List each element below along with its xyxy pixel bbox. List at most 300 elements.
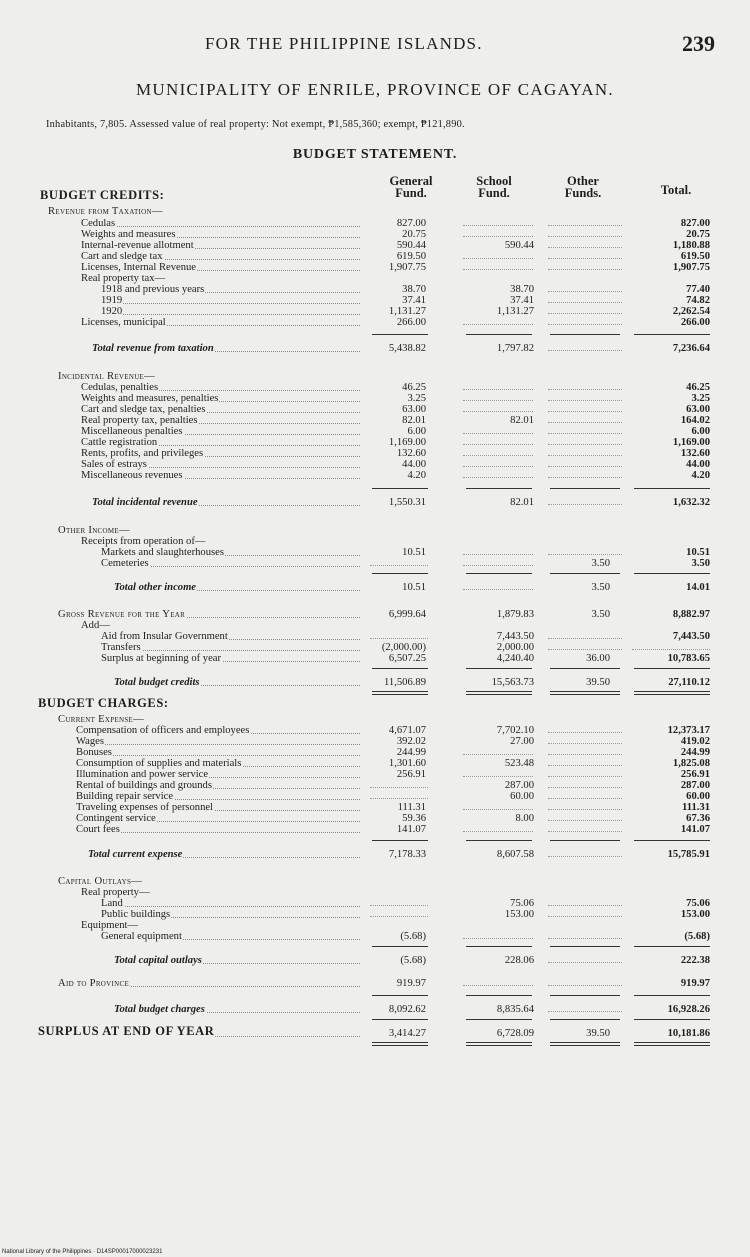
empty-cell-dots [463,776,533,777]
cell-total: 1,825.08 [672,758,710,769]
table-row [0,780,750,791]
table-row [0,642,750,653]
table-row [0,696,750,711]
table-row [0,824,750,835]
cell-school-fund: 60.00 [510,791,534,802]
table-row [0,931,750,942]
row-label: Cedulas [81,218,116,229]
cell-general-fund: 827.00 [396,218,426,229]
cell-total: 1,632.32 [672,497,710,508]
empty-cell-dots [370,905,428,906]
table-row [0,582,750,593]
cell-general-fund: 5,438.82 [388,343,426,354]
cell-total: 10.51 [686,547,710,558]
table-row [0,415,750,426]
cell-total: 4.20 [691,470,710,481]
cell-total: 153.00 [680,909,710,920]
cell-general-fund: 141.07 [396,824,426,835]
empty-cell-dots [548,776,622,777]
cell-general-fund: 1,169.00 [388,437,426,448]
cell-school-fund: 4,240.40 [496,653,534,664]
table-row [0,609,750,620]
cell-general-fund: 1,907.75 [388,262,426,273]
empty-cell-dots [370,638,428,639]
table-row [0,920,750,931]
cell-general-fund: 3.25 [407,393,426,404]
row-label: Public buildings [101,909,171,920]
table-row [0,426,750,437]
empty-cell-dots [548,856,622,857]
cell-general-fund: 59.36 [402,813,426,824]
cell-school-fund: 523.48 [504,758,534,769]
row-label: Miscellaneous revenues [81,470,183,481]
dot-leader [80,755,360,756]
table-row [0,448,750,459]
cell-total: 10,181.86 [667,1028,710,1039]
table-row [0,620,750,631]
row-label: Cattle registration [81,437,158,448]
empty-cell-dots [548,400,622,401]
cell-total: 1,907.75 [672,262,710,273]
row-label: Revenue from Taxation— [48,206,163,217]
cell-general-fund: 3,414.27 [388,1028,426,1039]
cell-total: 60.00 [686,791,710,802]
cell-general-fund: 10.51 [402,582,426,593]
table-row [0,849,750,860]
cell-general-fund: 11,506.89 [384,677,426,688]
cell-total: 244.99 [680,747,710,758]
empty-cell-dots [548,905,622,906]
row-label: 1918 and previous years [101,284,205,295]
table-row [0,284,750,295]
cell-school-fund: 8,835.64 [496,1004,534,1015]
row-label: SURPLUS AT END OF YEAR [38,1024,215,1038]
cell-total: 287.00 [680,780,710,791]
cell-school-fund: 7,702.10 [496,725,534,736]
table-row [0,736,750,747]
cell-school-fund: 75.06 [510,898,534,909]
empty-cell-dots [548,831,622,832]
table-row [0,547,750,558]
table-row [0,459,750,470]
cell-total: 46.25 [686,382,710,393]
empty-cell-dots [548,916,622,917]
empty-cell-dots [548,466,622,467]
table-row [0,876,750,887]
row-label: Transfers [101,642,141,653]
row-label: Aid from Insular Government [101,631,228,642]
cell-school-fund: 27.00 [510,736,534,747]
dot-leader [85,226,360,227]
table-row [0,955,750,966]
cell-school-fund: 7,443.50 [496,631,534,642]
row-label: Illumination and power service [76,769,209,780]
table-row [0,791,750,802]
empty-cell-dots [370,787,428,788]
empty-cell-dots [548,649,622,650]
cell-general-fund: 392.02 [396,736,426,747]
empty-cell-dots [463,225,533,226]
cell-other-funds: 3.50 [591,582,610,593]
table-row [0,206,750,217]
empty-cell-dots [548,1011,622,1012]
table-row [0,371,750,382]
cell-total: 132.60 [680,448,710,459]
table-row [0,714,750,725]
empty-cell-dots [463,985,533,986]
cell-total: 44.00 [686,459,710,470]
cell-total: 7,443.50 [672,631,710,642]
cell-general-fund: 6,507.25 [388,653,426,664]
cell-school-fund: 1,797.82 [496,343,534,354]
table-row [0,470,750,481]
empty-cell-dots [548,820,622,821]
cell-general-fund: 256.91 [396,769,426,780]
row-label: Miscellaneous penalties [81,426,183,437]
table-row [0,273,750,284]
row-label: Real property— [81,887,150,898]
table-row [0,725,750,736]
column-header-general-fund: General Fund. [389,174,433,200]
row-label: Total budget credits [114,677,200,688]
row-label: Cart and sledge tax, penalties [81,404,206,415]
row-label: Licenses, municipal [81,317,166,328]
cell-total: 111.31 [682,802,710,813]
empty-cell-dots [548,504,622,505]
cell-school-fund: 228.06 [504,955,534,966]
cell-total: 7,236.64 [672,343,710,354]
cell-other-funds: 36.00 [586,653,610,664]
empty-cell-dots [548,324,622,325]
table-row [0,677,750,688]
empty-cell-dots [548,985,622,986]
row-label: BUDGET CREDITS: [40,188,165,202]
empty-cell-dots [463,455,533,456]
row-label: Weights and measures [81,229,176,240]
table-row [0,909,750,920]
column-header-school-fund: School Fund. [476,174,512,200]
empty-cell-dots [548,350,622,351]
table-row [0,558,750,569]
row-label: Markets and slaughterhouses [101,547,224,558]
empty-cell-dots [548,258,622,259]
empty-cell-dots [463,236,533,237]
cell-total: 141.07 [680,824,710,835]
cell-school-fund: 8.00 [515,813,534,824]
table-row [0,536,750,547]
cell-other-funds: 3.50 [591,609,610,620]
cell-total: 6.00 [691,426,710,437]
empty-cell-dots [548,765,622,766]
cell-general-fund: 1,301.60 [388,758,426,769]
table-row [0,343,750,354]
dot-leader [80,744,360,745]
table-row [0,262,750,273]
row-label: Total other income [114,582,197,593]
row-label: Internal-revenue allotment [81,240,194,251]
table-row [0,317,750,328]
cell-total: 1,169.00 [672,437,710,448]
empty-cell-dots [463,324,533,325]
page-number: 239 [682,31,715,56]
column-header-other-funds: Other Funds. [564,174,602,200]
cell-school-fund: 590.44 [504,240,534,251]
cell-total: 919.97 [680,978,710,989]
empty-cell-dots [463,269,533,270]
table-row [0,393,750,404]
empty-cell-dots [463,466,533,467]
cell-other-funds: 39.50 [586,677,610,688]
empty-cell-dots [463,754,533,755]
cell-total: 3.25 [691,393,710,404]
row-label: Contingent service [76,813,156,824]
cell-total: 77.40 [686,284,710,295]
empty-cell-dots [370,565,428,566]
cell-total: 827.00 [680,218,710,229]
row-label: Other Income— [58,525,130,536]
cell-total: 74.82 [686,295,710,306]
table-row [0,295,750,306]
cell-total: 164.02 [680,415,710,426]
empty-cell-dots [548,236,622,237]
cell-general-fund: 46.25 [402,382,426,393]
empty-cell-dots [463,477,533,478]
empty-cell-dots [548,444,622,445]
cell-total: 75.06 [686,898,710,909]
empty-cell-dots [463,433,533,434]
cell-general-fund: 7,178.33 [388,849,426,860]
table-row [0,1024,750,1039]
cell-school-fund: 15,563.73 [491,677,534,688]
inhabitants-line: Inhabitants, 7,805. Assessed value of real property: Not exempt, ₱1,585,360; exempt, ₱121,890. [46,119,465,130]
cell-general-fund: (2,000.00) [381,642,426,653]
cell-general-fund: 6.00 [407,426,426,437]
empty-cell-dots [463,411,533,412]
row-label: Surplus at beginning of year [101,653,222,664]
row-label: Traveling expenses of personnel [76,802,214,813]
cell-total: (5.68) [684,931,710,942]
table-row [0,437,750,448]
empty-cell-dots [463,444,533,445]
row-label: Cemeteries [101,558,149,569]
cell-general-fund: 4.20 [407,470,426,481]
budget-title: BUDGET STATEMENT. [292,147,458,162]
row-label: Gross Revenue for the Year [58,609,186,620]
cell-general-fund: 4,671.07 [388,725,426,736]
cell-total: 63.00 [686,404,710,415]
cell-general-fund: 590.44 [396,240,426,251]
empty-cell-dots [548,302,622,303]
cell-other-funds: 39.50 [586,1028,610,1039]
empty-cell-dots [463,389,533,390]
dot-leader [105,650,360,651]
table-row [0,251,750,262]
cell-general-fund: 82.01 [402,415,426,426]
row-label: Building repair service [76,791,174,802]
row-label: Receipts from operation of— [81,536,206,547]
dot-leader [105,906,360,907]
empty-cell-dots [548,477,622,478]
empty-cell-dots [370,916,428,917]
cell-total: 27,110.12 [668,677,710,688]
row-label: 1920 [101,306,123,317]
table-row [0,887,750,898]
table-row [0,382,750,393]
empty-cell-dots [370,798,428,799]
row-label: Aid to Province [58,978,130,989]
row-label: Current Expense— [58,714,145,725]
cell-general-fund: 63.00 [402,404,426,415]
cell-general-fund: 244.99 [396,747,426,758]
cell-general-fund: 20.75 [402,229,426,240]
empty-cell-dots [463,831,533,832]
row-label: Rents, profits, and privileges [81,448,204,459]
cell-total: 20.75 [686,229,710,240]
table-row [0,404,750,415]
cell-school-fund: 287.00 [504,780,534,791]
cell-school-fund: 1,879.83 [496,609,534,620]
row-label: BUDGET CHARGES: [38,696,169,710]
dot-leader [105,303,360,304]
row-label: Total current expense [88,849,183,860]
cell-total: 1,180.88 [672,240,710,251]
empty-cell-dots [548,455,622,456]
row-label: Compensation of officers and employees [76,725,250,736]
table-row [0,978,750,989]
cell-total: 266.00 [680,317,710,328]
empty-cell-dots [548,798,622,799]
empty-cell-dots [548,291,622,292]
empty-cell-dots [548,938,622,939]
row-label: Cedulas, penalties [81,382,159,393]
column-header-total: Total. [660,183,692,197]
empty-cell-dots [548,247,622,248]
cell-total: 256.91 [680,769,710,780]
row-label: Total incidental revenue [92,497,198,508]
cell-general-fund: (5.68) [400,955,426,966]
row-label: Total budget charges [114,1004,205,1015]
empty-cell-dots [548,411,622,412]
table-row [0,1004,750,1015]
cell-general-fund: 919.97 [396,978,426,989]
cell-general-fund: 111.31 [397,802,426,813]
municipality-title: MUNICIPALITY OF ENRILE, PROVINCE OF CAGAYAN. [136,80,614,99]
empty-cell-dots [463,589,533,590]
row-label: Capital Outlays— [58,876,143,887]
row-label: Consumption of supplies and materials [76,758,242,769]
table-row [0,758,750,769]
empty-cell-dots [548,732,622,733]
dot-leader [80,832,360,833]
cell-total: 15,785.91 [667,849,710,860]
cell-general-fund: 38.70 [402,284,426,295]
empty-cell-dots [632,649,710,650]
cell-general-fund: 6,999.64 [388,609,426,620]
cell-general-fund: 1,550.31 [388,497,426,508]
cell-total: 67.36 [686,813,710,824]
empty-cell-dots [548,433,622,434]
running-head-title: FOR THE PHILIPPINE ISLANDS. [205,34,483,53]
row-label: Cart and sledge tax [81,251,163,262]
cell-other-funds: 3.50 [591,558,610,569]
row-label: Add— [81,620,110,631]
row-label: Weights and measures, penalties [81,393,219,404]
empty-cell-dots [463,400,533,401]
empty-cell-dots [463,938,533,939]
row-label: Equipment— [81,920,139,931]
cell-school-fund: 2,000.00 [496,642,534,653]
row-label: Rental of buildings and grounds [76,780,212,791]
empty-cell-dots [548,743,622,744]
empty-cell-dots [548,225,622,226]
empty-cell-dots [548,809,622,810]
row-label: Incidental Revenue— [58,371,156,382]
cell-school-fund: 37.41 [510,295,534,306]
table-row [0,802,750,813]
dot-leader [105,314,360,315]
empty-cell-dots [548,962,622,963]
cell-general-fund: 44.00 [402,459,426,470]
table-row [0,240,750,251]
row-label: Bonuses [76,747,112,758]
row-label: Total capital outlays [114,955,202,966]
table-row [0,525,750,536]
cell-total: 419.02 [680,736,710,747]
cell-general-fund: 37.41 [402,295,426,306]
row-label: Licenses, Internal Revenue [81,262,197,273]
cell-total: 3.50 [691,558,710,569]
empty-cell-dots [548,554,622,555]
table-row [0,497,750,508]
cell-total: 8,882.97 [672,609,710,620]
row-label: Real property tax— [81,273,166,284]
footer-credit: National Library of the Philippines · D14SP00017000023231 [2,1249,163,1255]
table-row [0,218,750,229]
cell-total: 12,373.17 [667,725,710,736]
row-label: Court fees [76,824,120,835]
table-row [0,229,750,240]
cell-school-fund: 153.00 [504,909,534,920]
empty-cell-dots [463,809,533,810]
cell-total: 10,783.65 [667,653,710,664]
empty-cell-dots [463,258,533,259]
empty-cell-dots [548,422,622,423]
running-head [0,31,750,58]
cell-total: 2,262.54 [672,306,710,317]
cell-general-fund: (5.68) [400,931,426,942]
empty-cell-dots [463,565,533,566]
empty-cell-dots [548,269,622,270]
table-row [0,813,750,824]
cell-school-fund: 38.70 [510,284,534,295]
table-row [0,769,750,780]
row-label: Real property tax, penalties [81,415,198,426]
cell-school-fund: 6,728.09 [496,1028,534,1039]
empty-cell-dots [463,554,533,555]
empty-cell-dots [548,313,622,314]
cell-total: 222.38 [680,955,710,966]
cell-school-fund: 82.01 [510,415,534,426]
cell-school-fund: 8,607.58 [496,849,534,860]
cell-general-fund: 8,092.62 [388,1004,426,1015]
cell-general-fund: 10.51 [402,547,426,558]
row-label: Total revenue from taxation [92,343,214,354]
cell-general-fund: 132.60 [396,448,426,459]
cell-total: 14.01 [686,582,710,593]
row-label: General equipment [101,931,182,942]
row-label: Land [101,898,123,909]
cell-total: 619.50 [680,251,710,262]
